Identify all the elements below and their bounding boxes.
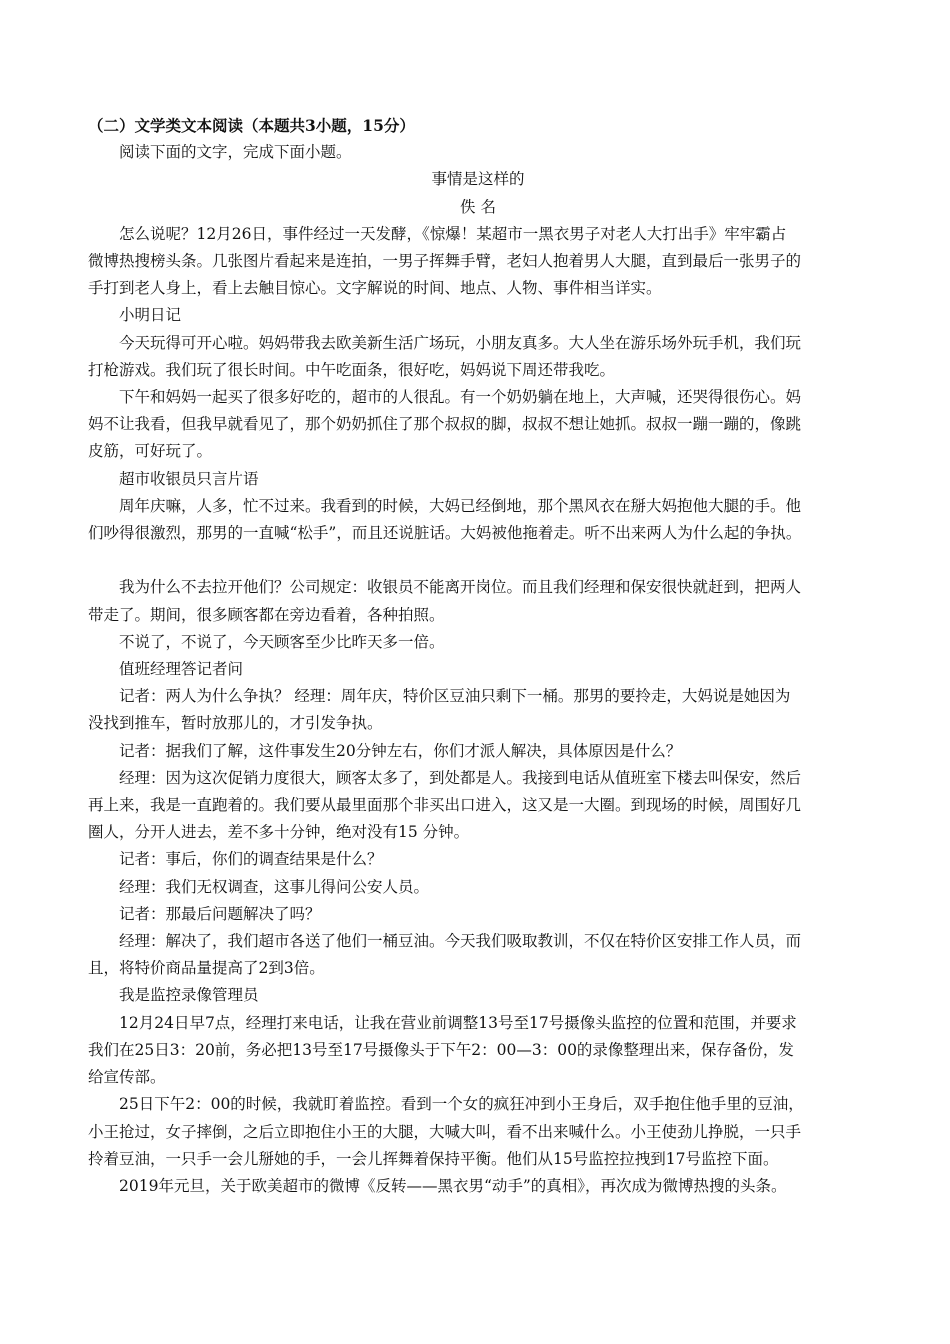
document-page xyxy=(88,112,868,1200)
paragraph-line: 小王抢过，女子摔倒，之后立即抱住小王的大腿，大喊大叫，看不出来喊什么。小王使劲儿挣脱，一只手 xyxy=(88,1122,802,1141)
paragraph-line: 不说了，不说了，今天顾客至少比昨天多一倍。 xyxy=(119,632,445,651)
paragraph-line: 我为什么不去拉开他们？公司规定：收银员不能离开岗位。而且我们经理和保安很快就赶到，把两人 xyxy=(119,578,802,597)
paragraph-line: 记者：那最后问题解决了吗？ xyxy=(119,904,321,923)
paragraph-line: 今天玩得可开心啦。妈妈带我去欧美新生活广场玩，小朋友真多。大人坐在游乐场外玩手机，我们玩 xyxy=(119,333,802,352)
paragraph-line: 没找到推车，暂时放那儿的，才引发争执。 xyxy=(88,714,383,733)
paragraph-line: 周年庆嘛，人多，忙不过来。我看到的时候，大妈已经倒地，那个黑风衣在掰大妈抱他大腿的手。他 xyxy=(119,496,802,515)
paragraph-line: 圈人，分开人进去，差不多十分钟，绝对没有15 分钟。 xyxy=(88,823,470,842)
paragraph-line: 记者：据我们了解，这件事发生20分钟左右，你们才派人解决，具体原因是什么？ xyxy=(119,741,682,760)
paragraph-line: 拎着豆油，一只手一会儿掰她的手，一会儿挥舞着保持平衡。他们从15号监控拉拽到17号监控下面。 xyxy=(88,1149,779,1168)
paragraph-line: 妈不让我看，但我早就看见了，那个奶奶抓住了那个叔叔的脚，叔叔不想让她抓。叔叔一蹦一蹦的，像跳 xyxy=(88,415,802,434)
paragraph-line: 怎么说呢？12月26日，事件经过一天发酵，《惊爆！某超市一黑衣男子对老人大打出手》牢牢霸占 xyxy=(119,224,787,243)
paragraph-line: 微博热搜榜头条。几张图片看起来是连拍，一男子挥舞手臂，老妇人抱着男人大腿，直到最后一张男子的 xyxy=(88,252,802,271)
paragraph-line: 再上来，我是一直跑着的。我们要从最里面那个非买出口进入，这又是一大圈。到现场的时候，周围好几 xyxy=(88,796,802,815)
subheading-cashier: 超市收银员只言片语 xyxy=(119,469,259,488)
paragraph-line: 皮筋，可好玩了。 xyxy=(88,442,213,461)
paragraph-line: 打枪游戏。我们玩了很长时间。中午吃面条，很好吃，妈妈说下周还带我吃。 xyxy=(88,360,616,379)
section-heading: （二）文学类文本阅读（本题共3小题，15分） xyxy=(88,116,415,135)
article-author: 佚 名 xyxy=(460,197,496,216)
paragraph-line: 下午和妈妈一起买了很多好吃的，超市的人很乱。有一个奶奶躺在地上，大声喊，还哭得很伤心。妈 xyxy=(119,388,802,407)
paragraph-line: 手打到老人身上，看上去触目惊心。文字解说的时间、地点、人物、事件相当详实。 xyxy=(88,279,662,298)
paragraph-line: 且，将特价商品量提高了2到3倍。 xyxy=(88,959,325,978)
paragraph-line: 带走了。期间，很多顾客都在旁边看着，各种拍照。 xyxy=(88,605,445,624)
paragraph-line: 25日下午2：00的时候，我就盯着监控。看到一个女的疯狂冲到小王身后，双手抱住他手里的豆油， xyxy=(119,1095,804,1114)
paragraph-line: 经理：我们无权调查，这事儿得问公安人员。 xyxy=(119,877,430,896)
subheading-diary: 小明日记 xyxy=(119,306,182,325)
instruction: 阅读下面的文字，完成下面小题。 xyxy=(119,143,352,162)
paragraph-line: 给宣传部。 xyxy=(88,1068,166,1087)
article-title: 事情是这样的 xyxy=(431,170,525,189)
paragraph-line: 记者：事后，你们的调查结果是什么？ xyxy=(119,850,383,869)
paragraph-gap xyxy=(88,547,868,574)
paragraph-line: 12月24日早7点，经理打来电话，让我在营业前调整13号至17号摄像头监控的位置和范围，并要求 xyxy=(119,1013,797,1032)
subheading-monitor: 我是监控录像管理员 xyxy=(119,986,259,1005)
subheading-manager: 值班经理答记者问 xyxy=(119,660,244,679)
paragraph-line: 经理：解决了，我们超市各送了他们一桶豆油。今天我们吸取教训，不仅在特价区安排工作人员，而 xyxy=(119,932,802,951)
paragraph-line: 2019年元旦，关于欧美超市的微博《反转——黑衣男“动手”的真相》，再次成为微博热搜的头条。 xyxy=(119,1176,787,1195)
paragraph-line: 们吵得很激烈，那男的一直喊“松手”，而且还说脏话。大妈被他拖着走。听不出来两人为什么起的争执。 xyxy=(88,524,802,543)
paragraph-line: 经理：因为这次促销力度很大，顾客太多了，到处都是人。我接到电话从值班室下楼去叫保安，然后 xyxy=(119,768,802,787)
paragraph-line: 我们在25日3：20前，务必把13号至17号摄像头于下午2：00—3：00的录像整理出来，保存备份，发 xyxy=(88,1040,794,1059)
paragraph-line: 记者：两人为什么争执？ 经理：周年庆，特价区豆油只剩下一桶。那男的要拎走，大妈说是她因为 xyxy=(119,687,791,706)
